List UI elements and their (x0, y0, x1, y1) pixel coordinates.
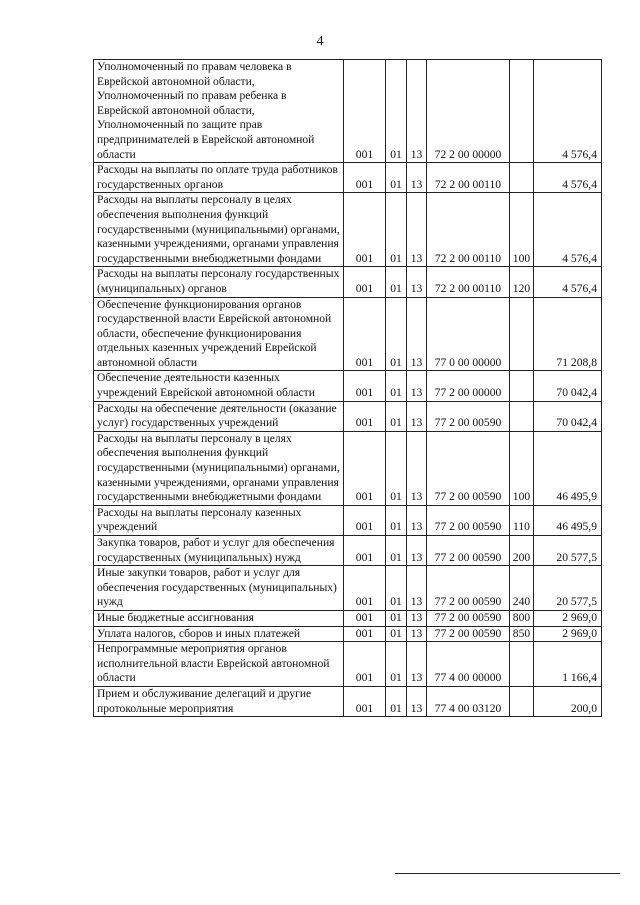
expense-type-code (510, 686, 534, 716)
expense-type-code: 850 (510, 626, 534, 642)
target-article-code: 77 2 00 00590 (427, 401, 510, 431)
ministry-code: 001 (344, 505, 386, 535)
section-code: 01 (386, 297, 407, 371)
target-article-code: 72 2 00 00000 (427, 60, 510, 163)
subsection-code: 13 (407, 371, 427, 401)
page-number: 4 (316, 34, 324, 49)
ministry-code: 001 (344, 642, 386, 687)
ministry-code: 001 (344, 686, 386, 716)
table-row (94, 431, 602, 505)
amount: 20 577,5 (534, 536, 602, 566)
section-code: 01 (386, 686, 407, 716)
amount: 1 166,4 (534, 642, 602, 687)
ministry-code: 001 (344, 193, 386, 267)
expense-type-code: 100 (510, 193, 534, 267)
table-row (94, 297, 602, 371)
row-name: Обеспечение функционирования органов государственной власти Еврейской автономной области, обеспечение функционирования отдельных казенных учреждений Еврейской автономной области (94, 297, 344, 371)
table-row (94, 686, 602, 716)
ministry-code: 001 (344, 536, 386, 566)
section-code: 01 (386, 267, 407, 297)
amount: 20 577,5 (534, 566, 602, 611)
expense-type-code (510, 297, 534, 371)
row-name: Расходы на обеспечение деятельности (оказание услуг) государственных учреждений (94, 401, 344, 431)
subsection-code: 13 (407, 536, 427, 566)
target-article-code: 77 2 00 00590 (427, 431, 510, 505)
target-article-code: 72 2 00 00110 (427, 267, 510, 297)
subsection-code: 13 (407, 626, 427, 642)
expense-type-code: 200 (510, 536, 534, 566)
ministry-code: 001 (344, 431, 386, 505)
row-name: Расходы на выплаты персоналу государственных (муниципальных) органов (94, 267, 344, 297)
subsection-code: 13 (407, 642, 427, 687)
section-code: 01 (386, 371, 407, 401)
amount: 2 969,0 (534, 610, 602, 626)
ministry-code: 001 (344, 626, 386, 642)
table-row (94, 505, 602, 535)
subsection-code: 13 (407, 267, 427, 297)
ministry-code: 001 (344, 566, 386, 611)
subsection-code: 13 (407, 431, 427, 505)
section-code: 01 (386, 626, 407, 642)
target-article-code: 77 2 00 00590 (427, 505, 510, 535)
row-name: Обеспечение деятельности казенных учреждений Еврейской автономной области (94, 371, 344, 401)
section-code: 01 (386, 193, 407, 267)
target-article-code: 72 2 00 00110 (427, 163, 510, 193)
table-row (94, 60, 602, 163)
section-code: 01 (386, 505, 407, 535)
row-name: Прием и обслуживание делегаций и другие протокольные мероприятия (94, 686, 344, 716)
subsection-code: 13 (407, 686, 427, 716)
expense-type-code: 240 (510, 566, 534, 611)
ministry-code: 001 (344, 371, 386, 401)
target-article-code: 77 2 00 00590 (427, 566, 510, 611)
row-name: Расходы на выплаты по оплате труда работников государственных органов (94, 163, 344, 193)
row-name: Расходы на выплаты персоналу в целях обеспечения выполнения функций государственными (муниципальными) органами, казенными учреждениями, органами управления государственными внебюджетными фондами (94, 193, 344, 267)
target-article-code: 77 4 00 03120 (427, 686, 510, 716)
subsection-code: 13 (407, 193, 427, 267)
amount: 200,0 (534, 686, 602, 716)
expense-type-code (510, 163, 534, 193)
amount: 4 576,4 (534, 60, 602, 163)
section-code: 01 (386, 431, 407, 505)
expense-type-code (510, 371, 534, 401)
ministry-code: 001 (344, 163, 386, 193)
target-article-code: 77 2 00 00000 (427, 371, 510, 401)
section-code: 01 (386, 401, 407, 431)
amount: 4 576,4 (534, 193, 602, 267)
section-code: 01 (386, 566, 407, 611)
expense-type-code (510, 60, 534, 163)
expense-type-code (510, 642, 534, 687)
amount: 4 576,4 (534, 267, 602, 297)
ministry-code: 001 (344, 267, 386, 297)
table-row (94, 401, 602, 431)
row-name: Иные закупки товаров, работ и услуг для обеспечения государственных (муниципальных) нужд (94, 566, 344, 611)
subsection-code: 13 (407, 297, 427, 371)
row-name: Закупка товаров, работ и услуг для обеспечения государственных (муниципальных) нужд (94, 536, 344, 566)
table-body (94, 60, 602, 717)
row-name: Расходы на выплаты персоналу казенных учреждений (94, 505, 344, 535)
subsection-code: 13 (407, 60, 427, 163)
row-name: Расходы на выплаты персоналу в целях обеспечения выполнения функций государственными (муниципальными) органами, казенными учреждениями, органами управления государственными внебюджетными фондами (94, 431, 344, 505)
amount: 2 969,0 (534, 626, 602, 642)
ministry-code: 001 (344, 610, 386, 626)
ministry-code: 001 (344, 60, 386, 163)
amount: 71 208,8 (534, 297, 602, 371)
target-article-code: 77 0 00 00000 (427, 297, 510, 371)
table-row (94, 371, 602, 401)
subsection-code: 13 (407, 566, 427, 611)
subsection-code: 13 (407, 401, 427, 431)
section-code: 01 (386, 610, 407, 626)
expense-type-code: 120 (510, 267, 534, 297)
row-name: Непрограммные мероприятия органов исполнительной власти Еврейской автономной области (94, 642, 344, 687)
table-row (94, 193, 602, 267)
table-row (94, 626, 602, 642)
row-name: Уплата налогов, сборов и иных платежей (94, 626, 344, 642)
amount: 46 495,9 (534, 505, 602, 535)
section-code: 01 (386, 642, 407, 687)
table-row (94, 536, 602, 566)
target-article-code: 72 2 00 00110 (427, 193, 510, 267)
table-row (94, 163, 602, 193)
expense-type-code: 110 (510, 505, 534, 535)
amount: 70 042,4 (534, 371, 602, 401)
subsection-code: 13 (407, 610, 427, 626)
section-code: 01 (386, 163, 407, 193)
table-row (94, 642, 602, 687)
target-article-code: 77 2 00 00590 (427, 610, 510, 626)
amount: 46 495,9 (534, 431, 602, 505)
row-name: Иные бюджетные ассигнования (94, 610, 344, 626)
target-article-code: 77 2 00 00590 (427, 536, 510, 566)
expense-type-code: 100 (510, 431, 534, 505)
amount: 70 042,4 (534, 401, 602, 431)
budget-table (93, 59, 602, 717)
subsection-code: 13 (407, 505, 427, 535)
table-row (94, 610, 602, 626)
expense-type-code (510, 401, 534, 431)
table-row (94, 267, 602, 297)
section-code: 01 (386, 60, 407, 163)
expense-type-code: 800 (510, 610, 534, 626)
ministry-code: 001 (344, 401, 386, 431)
target-article-code: 77 2 00 00590 (427, 626, 510, 642)
row-name: Уполномоченный по правам человека в Еврейской автономной области, Уполномоченный по правам ребенка в Еврейской автономной области, Уполномоченный по защите прав предпринимателей в Еврейской автономной области (94, 60, 344, 163)
table-row (94, 566, 602, 611)
subsection-code: 13 (407, 163, 427, 193)
target-article-code: 77 4 00 00000 (427, 642, 510, 687)
amount: 4 576,4 (534, 163, 602, 193)
ministry-code: 001 (344, 297, 386, 371)
section-code: 01 (386, 536, 407, 566)
footer-rule (395, 873, 620, 874)
